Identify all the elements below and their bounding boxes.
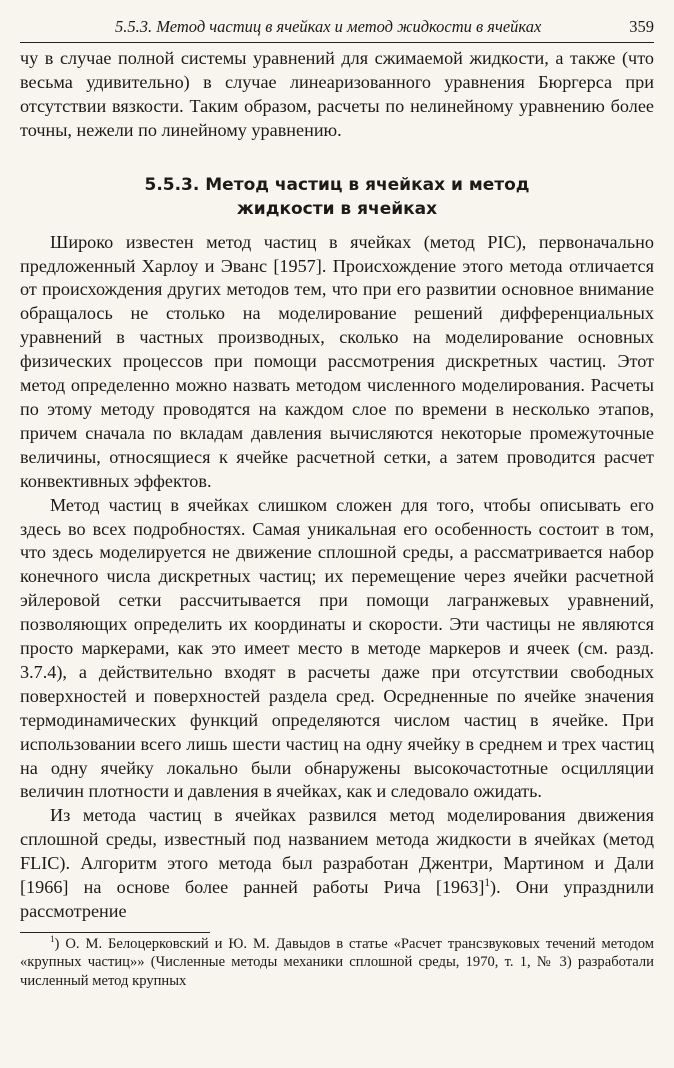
running-head [20,10,654,36]
page-number: 359 [629,17,654,36]
paragraph-pic-intro: Широко известен метод частиц в ячейках (метод PIC), первоначально предложенный Харлоу и Эванс [1957]. Происхождение этого метода отличается от происхождения других методов тем, что при его развитии основное внимание обращалось не столько на моделирование решений дифференциальных уравнений в частных производных, сколько на моделирование основных физических процессов при помощи рассмотрения дискретных частиц. Этот метод определенно можно назвать методом численного моделирования. Расчеты по этому методу проводятся на каждом слое по времени в несколько этапов, причем сначала по вкладам давления вычисляются некоторые промежуточные величины, относящиеся к ячейке расчетной сетки, а затем проводится расчет конвективных эффектов. [20,231,654,491]
continued-paragraph: чу в случае полной системы уравнений для сжимаемой жидкости, а также (что весьма удивительно) в случае линеаризованного уравнения Бюргерса при отсутствии вязкости. Таким образом, расчеты по нелинейному уравнению более точны, нежели по линейному уравнению. [20,48,654,140]
footnote-reference[interactable]: 1 [484,877,491,890]
paragraph-flic [20,804,654,924]
running-head-title: 5.5.3. Метод частиц в ячейках и метод жидкости в ячейках [115,17,542,36]
section-heading-line-1: 5.5.3. Метод частиц в ячейках и метод [144,174,530,195]
section-heading [20,173,654,221]
paragraph-pic-details: Метод частиц в ячейках слишком сложен для того, чтобы описывать его здесь во всех подробностях. Самая уникальная его особенность состоит в том, что здесь моделируется не движение сплошной среды, а рассматривается набор конечного числа дискретных частиц; их перемещение через ячейки расчетной эйлеровой сетки рассчитывается при помощи лагранжевых уравнений, позволяющих определить их координаты и скорости. Эти частицы не являются просто маркерами, как это имеет место в методе маркеров и ячеек (см. разд. 3.7.4), а действительно входят в расчеты даже при отсутствии свободных поверхностей и поверхностей раздела сред. Осредненные по ячейке значения термодинамических функций определяются числом частиц в ячейке. При использовании всего лишь шести частиц на одну ячейку в среднем и трех частиц на одну ячейку локально были обнаружены высокочастотные осцилляции величин плотности и давления в ячейках, как и следовало ожидать. [20,494,654,802]
footnote-text: ) О. М. Белоцерковский и Ю. М. Давыдов в статье «Расчет трансзвуковых течений методом «крупных частиц»» (Численные методы механики сплошной среды, 1970, т. 1, № 3) разработали численный метод крупных [20,935,654,989]
header-rule [20,42,654,43]
footnote-mark: 1 [50,934,55,945]
footnote [20,935,654,990]
footnote-rule [20,932,210,933]
paragraph-flic-tail: ). Они упразднили рассмотрение [20,877,654,921]
paragraph-flic-text: Из метода частиц в ячейках развился метод моделирования движения сплошной среды, известный под названием метода жидкости в ячейках (метод FLIC). Алгоритм этого метода был разработан Джентри, Мартином и Дали [1966] на основе более ранней работы Рича [1963] [20,805,654,898]
section-heading-line-2: жидкости в ячейках [236,198,438,219]
book-page [20,10,654,990]
